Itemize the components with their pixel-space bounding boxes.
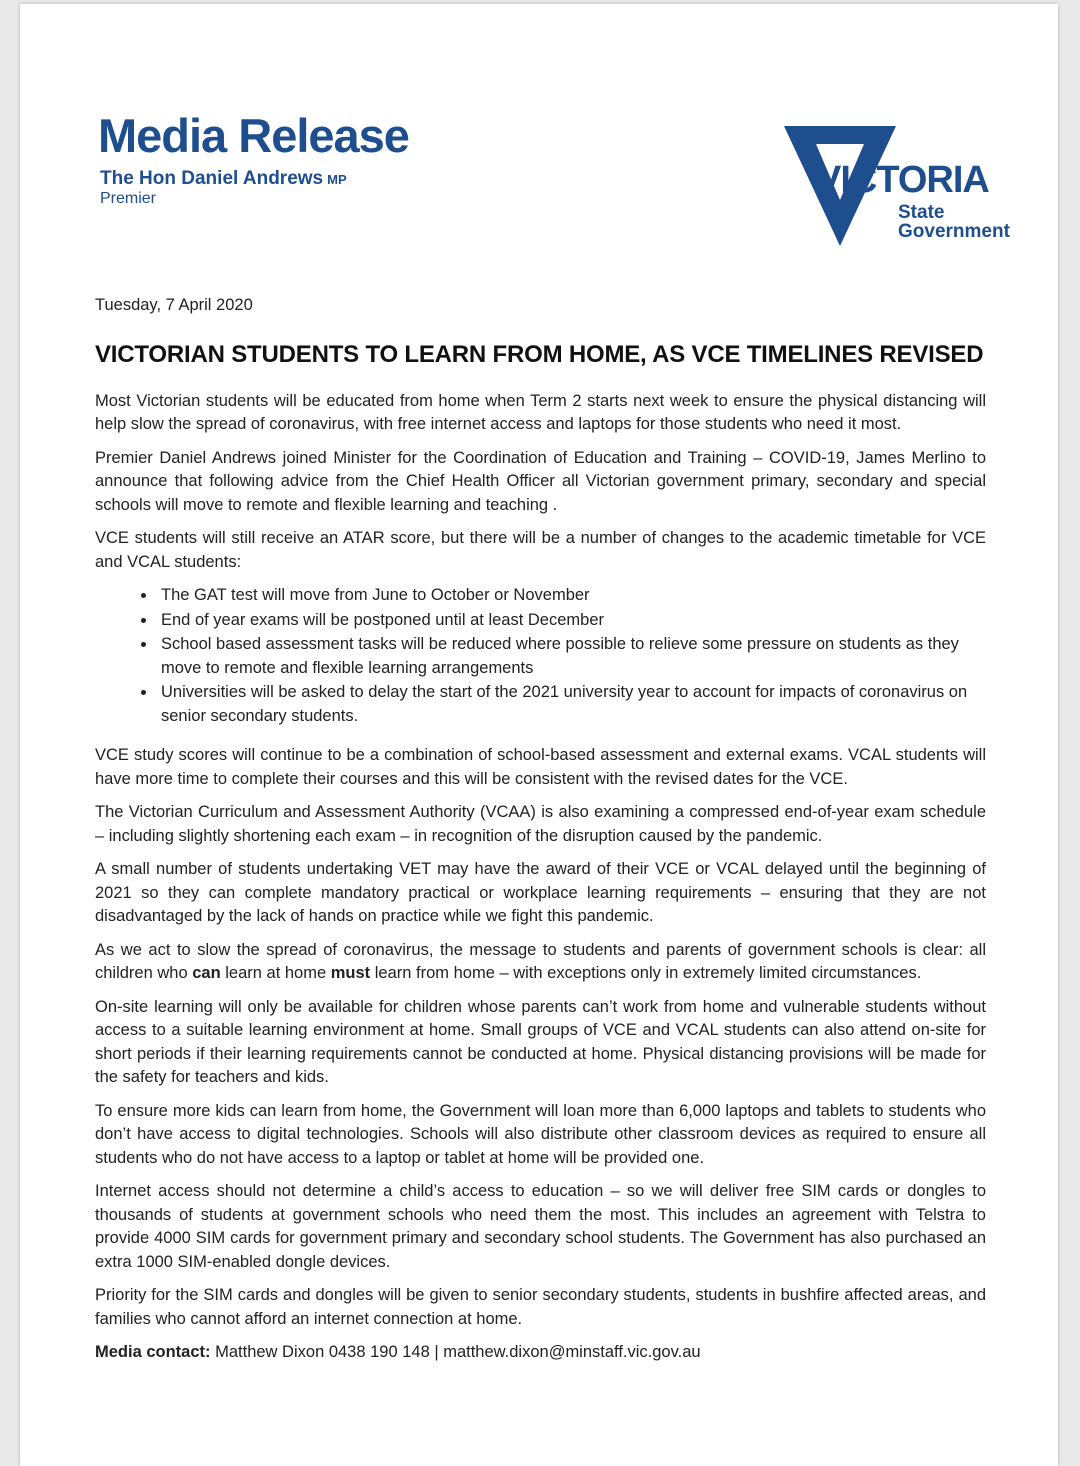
onsite-paragraph: On-site learning will only be available for children whose parents can’t work from home and vulnerable students without access to a suitable learning environment at home. Small groups of VCE and VCAL students can also attend on-site for short periods if their learning requirements cannot be conducted at home. Physical distancing provisions will be made for the safety for teachers and kids. — [95, 997, 986, 1086]
internet-paragraph: Internet access should not determine a child’s access to education – so we will deliver free SIM cards or dongles to thousands of students at government schools who need them the most. This includes an agreement with Telstra to provide 4000 SIM cards for government primary and secondary school students. The Government has also purchased an extra 1000 SIM-enabled dongle devices. — [95, 1182, 986, 1271]
emphasis-can: can — [192, 964, 221, 982]
emphasis-must: must — [330, 964, 371, 982]
document-page — [20, 4, 1058, 1466]
list-item: • The GAT test will move from June to October or November — [157, 584, 986, 608]
paragraph: VCE study scores will continue to be a combination of school-based assessment and external exams. VCAL students will have more time to complete their courses and this will be consistent with the revised dates for the VCE. — [95, 746, 986, 788]
logo-line-2: Government — [898, 221, 1010, 242]
release-body — [95, 294, 986, 1365]
paragraph: Premier Daniel Andrews joined Minister for the Coordination of Education and Training – COVID-19, James Merlino to announce that following advice from the Chief Health Officer all Victorian government primary, secondary and special schools will move to remote and flexible learning and teaching . — [95, 448, 986, 514]
paragraph: VCE students will still receive an ATAR score, but there will be a number of changes to the academic timetable for VCE and VCAL students: — [95, 529, 986, 571]
paragraph: Most Victorian students will be educated from home when Term 2 starts next week to ensure the physical distancing will help slow the spread of coronavirus, with free internet access and laptops for those students who need it most. — [95, 391, 986, 433]
media-contact — [95, 1341, 986, 1365]
minister-suffix: MP — [327, 172, 347, 187]
message-text-1: As we act to slow the spread of coronavirus, the message to students and parents of government schools is clear: all children who — [95, 940, 986, 982]
changes-list — [95, 584, 986, 728]
media-contact-label: Media contact: — [95, 1343, 211, 1361]
message-text-3: learn from home – with exceptions only in extremely limited circumstances. — [370, 964, 922, 982]
list-item: • End of year exams will be postponed until at least December — [157, 609, 986, 633]
list-item: • Universities will be asked to delay the start of the 2021 university year to account for impacts of coronavirus on senior secondary students. — [157, 681, 986, 728]
priority-paragraph: Priority for the SIM cards and dongles will be given to senior secondary students, students in bushfire affected areas, and families who cannot afford an internet connection at home. — [95, 1286, 986, 1328]
media-release-title: Media Release — [98, 109, 409, 162]
message-paragraph — [95, 939, 986, 986]
minister-name — [100, 168, 347, 190]
letterhead — [20, 4, 1058, 294]
release-date: Tuesday, 7 April 2020 — [95, 296, 253, 314]
headline: VICTORIAN STUDENTS TO LEARN FROM HOME, AS VCE TIMELINES REVISED — [95, 340, 984, 368]
paragraph: A small number of students undertaking VET may have the award of their VCE or VCAL delayed until the beginning of 2021 so they can complete mandatory practical or workplace learning requirements – ensuring that they are not disadvantaged by the lack of hands on practice while we fight this pandemic. — [95, 860, 986, 925]
laptop-paragraph: To ensure more kids can learn from home, the Government will loan more than 6,000 laptops and tablets to students who don’t have access to digital technologies. Schools will also distribute other classroom devices as required to ensure all students who do not have access to a laptop or tablet at home will be provided one. — [95, 1101, 986, 1167]
logo-line-1: State — [898, 202, 945, 223]
victoria-state-government-logo — [780, 122, 1010, 252]
minister-role: Premier — [100, 190, 157, 207]
paragraph: The Victorian Curriculum and Assessment Authority (VCAA) is also examining a compressed end-of-year exam schedule – including slightly shortening each exam – in recognition of the disruption caused by the pandemic. — [95, 803, 986, 845]
minister-name-text: The Hon Daniel Andrews — [100, 168, 324, 189]
list-item: • School based assessment tasks will be reduced where possible to relieve some pressure on students as they move to remote and flexible learning arrangements — [157, 633, 986, 680]
media-contact-details: Matthew Dixon 0438 190 148 | matthew.dixon@minstaff.vic.gov.au — [210, 1343, 701, 1361]
logo-wordmark: VICTORIA — [816, 159, 989, 201]
message-text-2: learn at home — [220, 964, 331, 982]
